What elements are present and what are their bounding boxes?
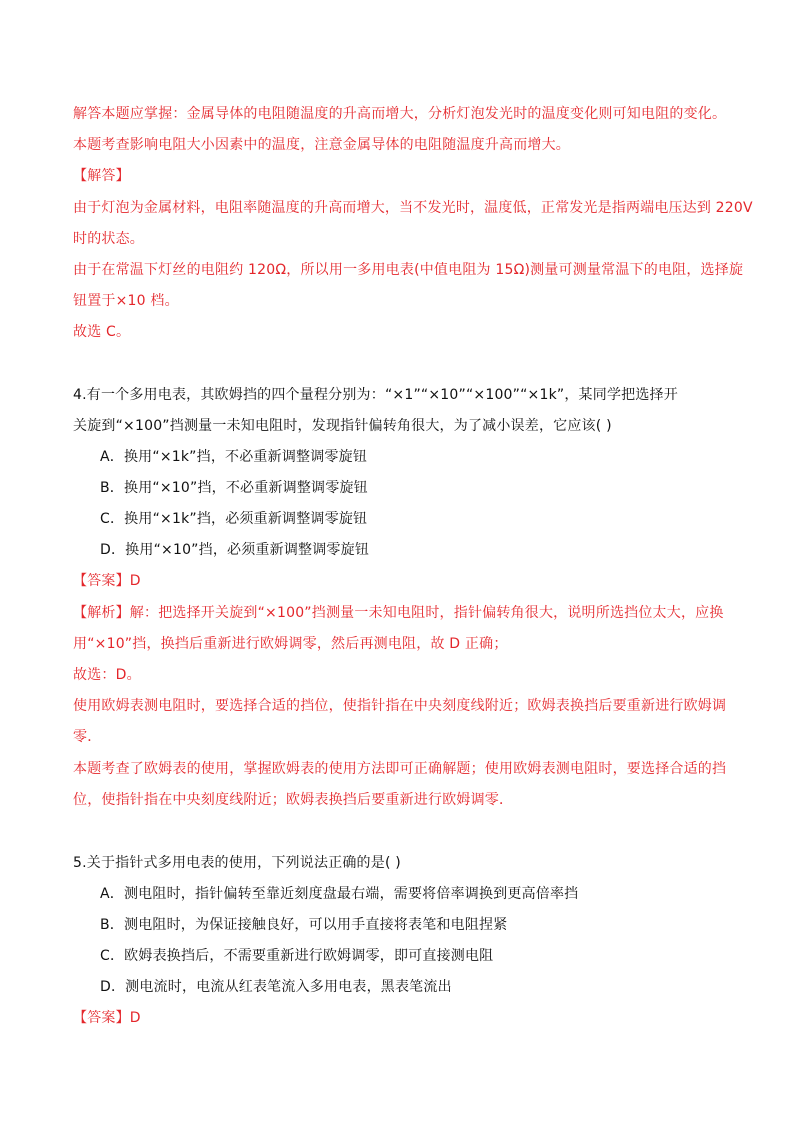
q4-explanation-line: 故选：D。 [73, 667, 141, 683]
q4-option-c: C．换用“×1k”挡，必须重新调整调零旋钮 [100, 511, 368, 527]
q5-option-a: A．测电阻时，指针偏转至靠近刻度盘最右端，需要将倍率调换到更高倍率挡 [100, 886, 579, 902]
q4-explanation-line: 用“×10”挡，换挡后重新进行欧姆调零，然后再测电阻，故 D 正确； [73, 636, 508, 652]
q4-stem: 关旋到“×100”挡测量一未知电阻时，发现指针偏转角很大，为了减小误差，它应该( ) [73, 418, 612, 434]
q5-stem: 5.关于指针式多用电表的使用，下列说法正确的是( ) [73, 855, 401, 871]
solution-line: 由于在常温下灯丝的电阻约 120Ω，所以用一多用电表(中值电阻为 15Ω)测量可测量常温下的电阻，选择旋 [73, 262, 744, 278]
q4-explanation-line: 位，使指针指在中央刻度线附近；欧姆表换挡后要重新进行欧姆调零． [73, 792, 514, 808]
q5-option-c: C．欧姆表换挡后，不需要重新进行欧姆调零，即可直接测电阻 [100, 948, 494, 964]
q4-explanation-line: 使用欧姆表测电阻时，要选择合适的挡位，使指针指在中央刻度线附近；欧姆表换挡后要重新进行欧姆调 [73, 698, 727, 714]
analysis-line: 本题考查影响电阻大小因素中的温度，注意金属导体的电阻随温度升高而增大。 [73, 137, 570, 153]
analysis-line: 解答本题应掌握：金属导体的电阻随温度的升高而增大，分析灯泡发光时的温度变化则可知电阻的变化。 [73, 106, 727, 122]
q4-stem: 4.有一个多用电表，其欧姆挡的四个量程分别为：“×1”“×10”“×100”“×1k”，某同学把选择开 [73, 387, 678, 403]
q4-explanation-line: 【解析】解：把选择开关旋到“×100”挡测量一未知电阻时，指针偏转角很大，说明所选挡位太大，应换 [73, 605, 724, 621]
q5-option-d: D．测电流时，电流从红表笔流入多用电表，黑表笔流出 [100, 979, 452, 995]
solution-line: 钮置于×10 档。 [73, 293, 179, 309]
q4-answer: 【答案】D [73, 573, 141, 589]
q4-option-b: B．换用“×10”挡，不必重新调整调零旋钮 [100, 480, 368, 496]
q4-explanation-line: 零． [73, 729, 102, 745]
q4-option-d: D．换用“×10”挡，必须重新调整调零旋钮 [100, 542, 370, 558]
solution-line: 时的状态。 [73, 231, 144, 247]
solution-tag: 【解答】 [73, 168, 130, 184]
q4-explanation-line: 本题考查了欧姆表的使用，掌握欧姆表的使用方法即可正确解题；使用欧姆表测电阻时，要选择合适的挡 [73, 761, 727, 777]
q5-option-b: B．测电阻时，为保证接触良好，可以用手直接将表笔和电阻捏紧 [100, 917, 508, 933]
solution-line: 故选 C。 [73, 324, 131, 340]
q5-answer: 【答案】D [73, 1010, 141, 1026]
solution-line: 由于灯泡为金属材料，电阻率随温度的升高而增大，当不发光时，温度低，正常发光是指两端电压达到 220V [73, 200, 753, 216]
q4-option-a: A．换用“×1k”挡，不必重新调整调零旋钮 [100, 449, 368, 465]
